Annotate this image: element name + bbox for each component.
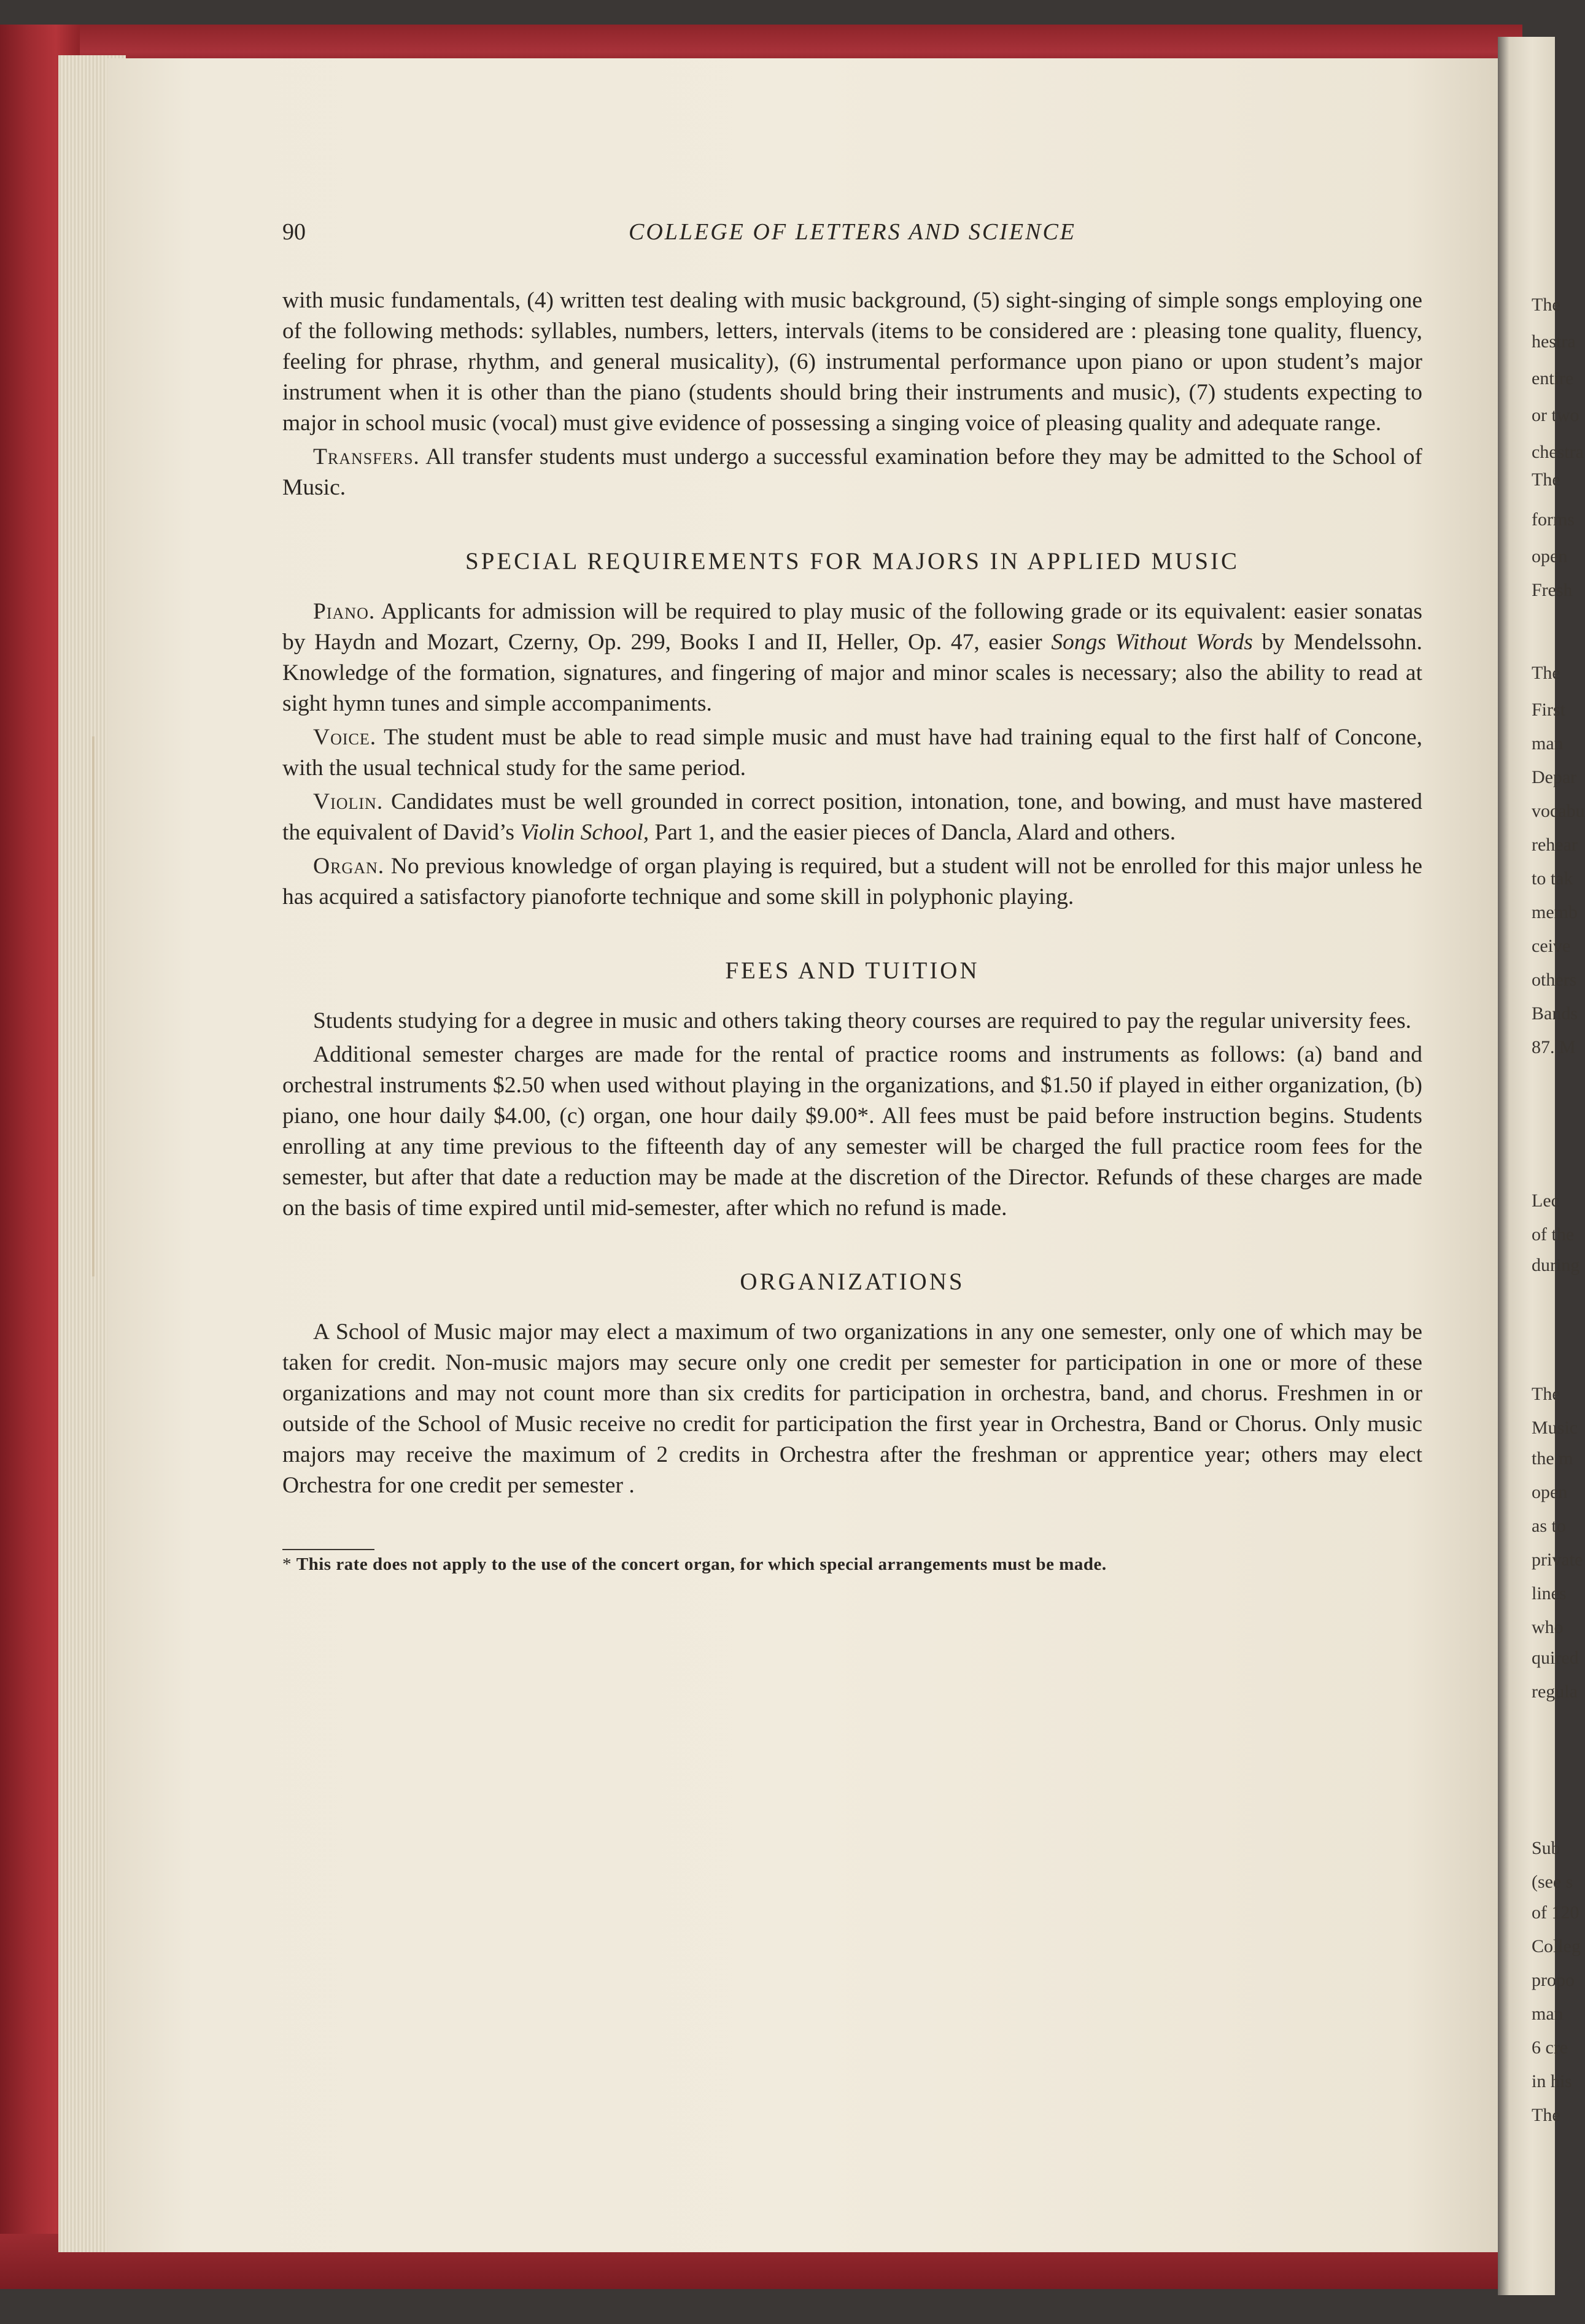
facing-page-fragment: man [1532,733,1564,754]
facing-page-fragment: forms [1532,509,1575,530]
facing-page-fragment: open [1532,546,1568,566]
facing-page-fragment: propo [1532,1970,1575,1990]
fees-heading: FEES AND TUITION [725,957,980,984]
organizations-heading: ORGANIZATIONS [740,1268,965,1295]
violin-title: Violin School, [520,820,649,845]
facing-page-fragment: 87. M [1532,1037,1576,1057]
facing-page-fragment: The [1532,295,1560,315]
violin-paragraph [282,787,1422,848]
violin-text-1: Candidates must be well grounded in correct position, intonation, tone, and bowing, and must have mastered the equivalent of David’s [282,789,1423,845]
fees-paragraph-1: Students studying for a degree in music and others taking theory courses are required to pay the regular university fees. [313,1008,1412,1033]
facing-page-fragment: (see s [1532,1872,1573,1892]
facing-page-fragment: during [1532,1255,1580,1275]
facing-page-fragment: Lec [1532,1191,1559,1211]
facing-page-fragment: Music [1532,1418,1578,1438]
running-head [282,212,1422,261]
facing-page-fragment: of the [1532,1224,1575,1245]
organ-text: No previous knowledge of organ playing is required, but a student will not be enrolled for this major unless he has acquired a satisfactory pianoforte technique and some skill in polyphonic playing. [282,854,1423,909]
organ-paragraph [282,851,1422,913]
transfers-label: Transfers. [313,444,420,469]
facing-page-fragment: chestra [1532,442,1584,462]
page-content [282,212,1422,1578]
facing-page-fragment: rehear [1532,835,1578,855]
piano-title: Songs Without Words [1051,630,1253,655]
organ-label: Organ. [313,854,385,879]
facing-page-fragment: man [1532,2004,1564,2024]
facing-page-fragment: others [1532,970,1577,990]
page-number: 90 [282,219,306,245]
facing-page-fragment: who [1532,1617,1564,1637]
gutter-shadow [92,736,95,1276]
facing-page-fragment: ceive [1532,936,1571,956]
facing-page-fragment: Bands [1532,1003,1578,1024]
facing-page-fragment: The [1532,469,1560,490]
footnote [282,1554,1422,1575]
piano-text-2: by Mendelssohn. Knowledge of the formation, signatures, and fingering of major and minor scales is necessary; also the ability to read at sight hymn tunes and simple accompaniments. [282,630,1423,716]
facing-page-fragment: entire [1532,368,1574,388]
facing-page-fragment: vocabu [1532,801,1585,821]
footnote-rule [282,1549,374,1550]
footnote-marker: * [282,1554,296,1574]
facing-page-fragment: Colleg [1532,1936,1581,1956]
organizations-paragraph: A School of Music major may elect a maximum of two organizations in any one semester, only one of which may be taken for credit. Non-music majors may secure only one credit per semester for participation in one or more of these organizations and may not count more than six credits for participation in orchestra, band, and chorus. Freshmen in or outside of the School of Music receive no credit for participation the first year in Orchestra, Band or Chorus. Only music majors may receive the maximum of 2 credits in Orchestra after the freshman or apprentice year; others may elect Orchestra for one credit per semester . [282,1319,1422,1498]
facing-page-fragment: quired [1532,1648,1579,1668]
facing-page-fragment: to tak [1532,868,1573,889]
facing-page-fragment: the m [1532,1448,1573,1469]
transfers-paragraph [282,442,1422,503]
facing-page-fragment: as to [1532,1516,1566,1536]
facing-page-fragment: The [1532,2105,1560,2125]
piano-paragraph [282,596,1422,719]
facing-page-fragment: Fresh [1532,580,1573,600]
violin-label: Violin. [313,789,384,814]
facing-page-fragment: lines [1532,1583,1567,1604]
facing-page-fragment: or two [1532,405,1579,425]
piano-label: Piano. [313,599,376,624]
facing-page-fragment: Sub [1532,1838,1560,1858]
facing-page-fragment: open [1532,1482,1568,1502]
facing-page-fragment: hestra [1532,331,1576,352]
transfers-text: All transfer students must undergo a successful examination before they may be admitted to the School of Music. [282,444,1422,500]
voice-paragraph [282,722,1422,784]
special-requirements-heading: SPECIAL REQUIREMENTS FOR MAJORS IN APPLIED MUSIC [465,548,1240,574]
running-title: COLLEGE OF LETTERS AND SCIENCE [628,219,1077,245]
violin-text-2: Part 1, and the easier pieces of Dancla, Alard and others. [654,820,1176,845]
facing-page-fragment: private [1532,1550,1583,1570]
facing-page [1498,37,1585,2295]
facing-page-fragment: memb [1532,902,1578,922]
fees-paragraph-2: Additional semester charges are made for the rental of practice rooms and instruments as follows: (a) band and orchestral instruments $2.50 when used without playing in the organizations, and $1.50 if played in either organization, (b) piano, one hour daily $4.00, (c) organ, one hour daily $9.00*. All fees must be paid before instruction begins. Students enrolling at any time previous to the fifteenth day of any semester will be charged the full practice room fees for the semester, but after that date a reduction may be made at the discretion of the Director. Refunds of these charges are made on the basis of time expired until mid-semester, after which no refund is made. [282,1042,1422,1221]
piano-text-1: Applicants for admission will be required to play music of the following grade or its equivalent: easier sonatas by Haydn and Mozart, Czerny, Op. 299, Books I and II, Heller, Op. 47, easier [282,599,1422,655]
facing-page-fragment: in his [1532,2071,1572,2091]
footnote-text: This rate does not apply to the use of the concert organ, for which special arrangements must be made. [296,1554,1107,1574]
facing-page-fragment: regula [1532,1681,1578,1702]
facing-page-fragment: 6 cre [1532,2037,1568,2058]
voice-label: Voice. [313,725,377,750]
voice-text: The student must be able to read simple music and must have had training equal to the first half of Concone, with the usual technical study for the same period. [282,725,1422,781]
intro-paragraph: with music fundamentals, (4) written test dealing with music background, (5) sight-singing of simple songs employing one of the following methods: syllables, numbers, letters, intervals (items to be considered are : pleasing tone quality, fluency, feeling for phrase, rhythm, and general musicality), (6) instrumental performance upon piano or upon student’s major instrument when it is other than the piano (students should bring their instruments and music), (7) students expecting to major in school music (vocal) must give evidence of possessing a singing voice of pleasing quality and adequate range. [282,288,1422,436]
facing-page-fragment: The [1532,1384,1560,1404]
facing-page-fragment: of 120 [1532,1902,1579,1923]
facing-page-fragment: First [1532,700,1566,720]
facing-page-fragment: The [1532,663,1560,683]
facing-page-fragment: Depar [1532,767,1577,787]
